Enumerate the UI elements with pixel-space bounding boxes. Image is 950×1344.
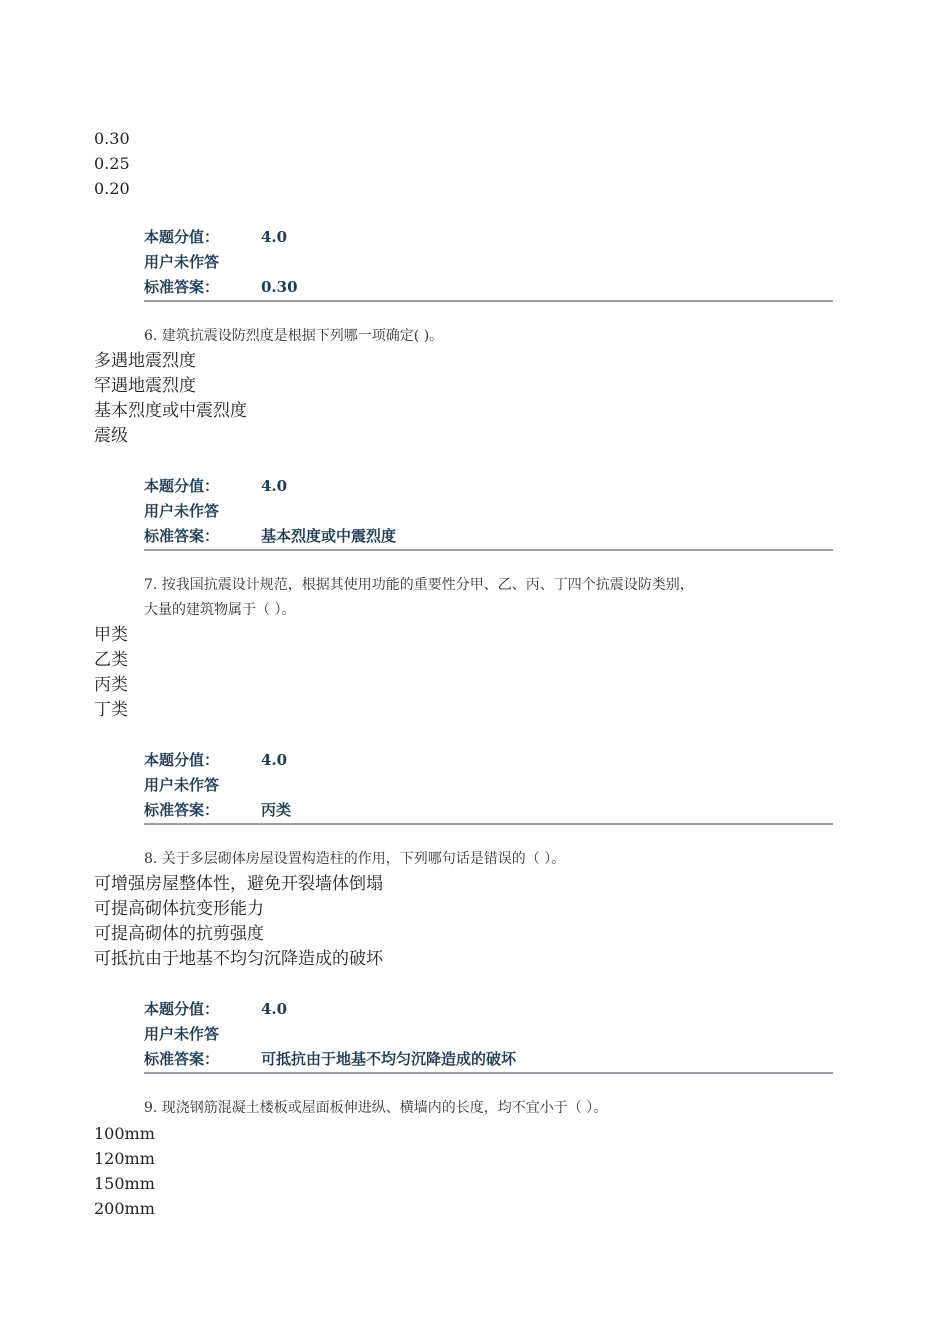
q7-option-d[interactable]: 丁类 [94,700,128,720]
score-value: 4.0 [261,1000,288,1018]
score-value: 4.0 [261,477,288,495]
q9-option-d[interactable]: 200mm [94,1199,155,1218]
score-label: 本题分值： [144,751,220,769]
answer-label: 标准答案： [144,801,220,819]
q9-option-a[interactable]: 100mm [94,1124,155,1143]
q7-question-line-1: 7. 按我国抗震设计规范，根据其使用功能的重要性分甲、乙、丙、丁四个抗震设防类别， [144,577,694,593]
q9-options [94,1121,155,1221]
q9-option-c[interactable]: 150mm [94,1174,155,1193]
score-label: 本题分值： [144,228,220,246]
q5-score-row [144,225,833,250]
score-label: 本题分值： [144,477,220,495]
score-value: 4.0 [261,228,288,246]
q6-option-b[interactable]: 罕遇地震烈度 [94,376,196,396]
answer-value: 0.30 [261,278,298,296]
q6-question-text: 6. 建筑抗震设防烈度是根据下列哪一项确定( )。 [144,328,444,344]
q6-option-c[interactable]: 基本烈度或中震烈度 [94,401,247,421]
score-label: 本题分值： [144,1000,220,1018]
score-value: 4.0 [261,751,288,769]
q8-unanswered: 用户未作答 [144,1025,220,1043]
q7-options [94,623,128,723]
answer-label: 标准答案： [144,278,220,296]
q5-unanswered: 用户未作答 [144,253,220,271]
q5-option-c[interactable]: 0.20 [94,179,130,198]
q8-question-text: 8. 关于多层砌体房屋设置构造柱的作用，下列哪句话是错误的（ ）。 [144,851,566,867]
q9-question-text: 9. 现浇钢筋混凝土楼板或屋面板伸进纵、横墙内的长度，均不宜小于（ ）。 [144,1100,608,1116]
q7-answer-row [144,798,833,823]
q7-question-text [144,573,834,623]
q7-option-b[interactable]: 乙类 [94,650,128,670]
q8-score-row [144,997,833,1022]
q6-options [94,349,247,449]
q8-answer-row [144,1047,833,1072]
q6-unanswered: 用户未作答 [144,502,220,520]
q9-option-b[interactable]: 120mm [94,1149,155,1168]
q7-question-line-2: 大量的建筑物属于（ ）。 [144,602,296,618]
q8-option-c[interactable]: 可提高砌体的抗剪强度 [94,924,264,944]
q5-option-b[interactable]: 0.25 [94,154,130,173]
q6-answer-panel [144,474,833,551]
answer-label: 标准答案： [144,527,220,545]
q6-answer-row [144,524,833,549]
q5-option-a[interactable]: 0.30 [94,129,130,148]
answer-label: 标准答案： [144,1050,220,1068]
q8-options [94,872,383,972]
q8-option-b[interactable]: 可提高砌体抗变形能力 [94,899,264,919]
q7-option-c[interactable]: 丙类 [94,675,128,695]
q7-option-a[interactable]: 甲类 [94,625,128,645]
answer-value: 可抵抗由于地基不均匀沉降造成的破坏 [261,1050,517,1068]
q6-score-row [144,474,833,499]
q6-option-d[interactable]: 震级 [94,426,128,446]
answer-value: 基本烈度或中震烈度 [261,527,397,545]
q5-answer-row [144,275,833,300]
answer-value: 丙类 [261,801,292,819]
q8-option-d[interactable]: 可抵抗由于地基不均匀沉降造成的破坏 [94,949,383,969]
q5-answer-panel [144,225,833,302]
q8-answer-panel [144,997,833,1074]
q8-option-a[interactable]: 可增强房屋整体性，避免开裂墙体倒塌 [94,874,383,894]
q7-score-row [144,748,833,773]
q7-unanswered: 用户未作答 [144,776,220,794]
q5-options [94,126,130,201]
q6-option-a[interactable]: 多遇地震烈度 [94,351,196,371]
q7-answer-panel [144,748,833,825]
